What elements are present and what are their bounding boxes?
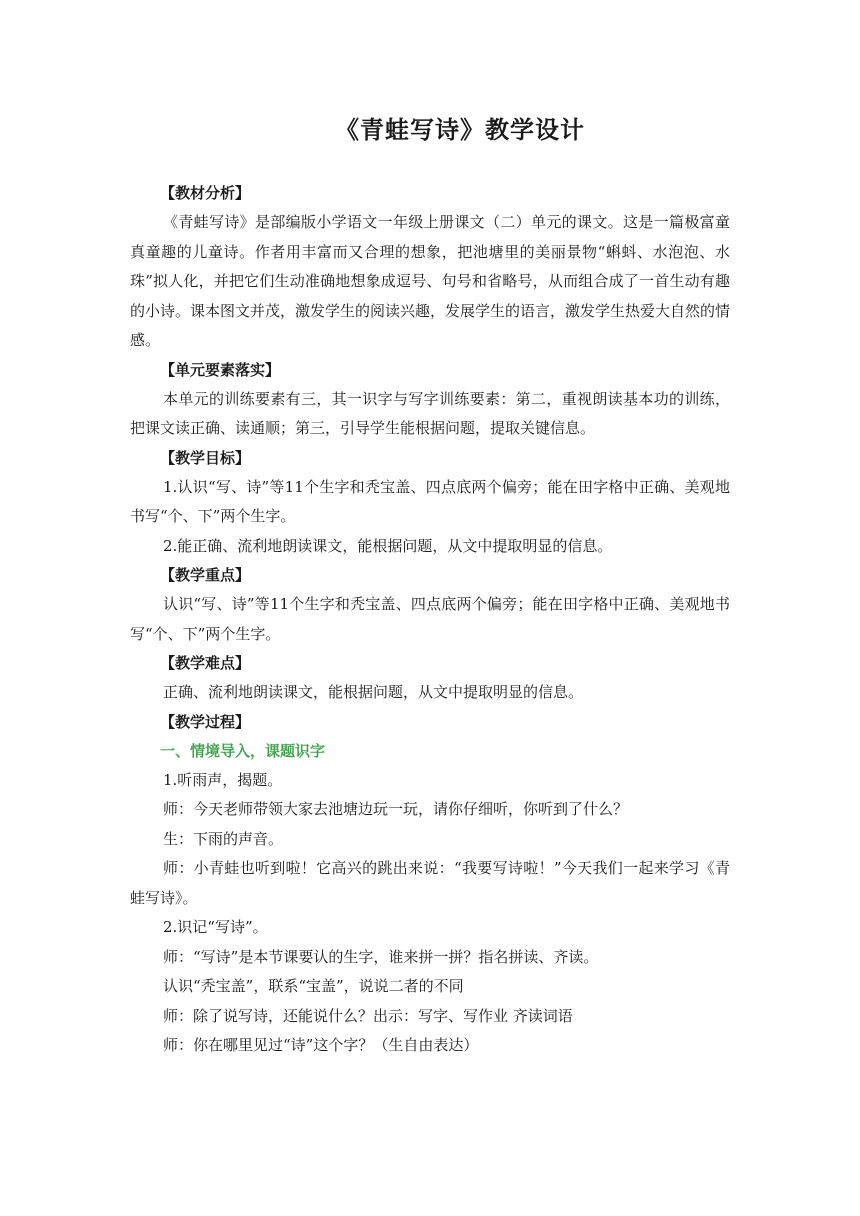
section-heading-key-points: 【教学重点】 <box>160 566 251 584</box>
document-page <box>130 110 730 1061</box>
paragraph: 1.听雨声，揭题。 <box>163 770 283 789</box>
section-heading-analysis: 【教材分析】 <box>160 184 251 202</box>
paragraph: 认识“秃宝盖”，联系“宝盖”，说说二者的不同 <box>163 977 464 995</box>
section-heading-objectives: 【教学目标】 <box>160 448 251 467</box>
section-heading-difficulties: 【教学难点】 <box>160 654 251 672</box>
paragraph: 认识“写、诗”等11个生字和秃宝盖、四点底两个偏旁；能在田字格中正确、美观地书写“个、下”两个生字。 <box>130 595 730 643</box>
subsection-heading: 一、情境导入，课题识字 <box>160 741 326 760</box>
paragraph: 师：小青蛙也听到啦！它高兴的跳出来说：“我要写诗啦！”今天我们一起来学习《青蛙写诗》。 <box>130 859 730 907</box>
paragraph: 师：你在哪里见过“诗”这个字？（生自由表达） <box>163 1036 479 1054</box>
paragraph: 生：下雨的声音。 <box>163 829 284 848</box>
section-heading-process: 【教学过程】 <box>160 712 251 731</box>
paragraph: 本单元的训练要素有三，其一识字与写字训练要素：第二，重视朗读基本功的训练，把课文读正确、读通顺；第三，引导学生能根据问题，提取关键信息。 <box>130 389 730 437</box>
doc-title: 《青蛙写诗》教学设计 <box>335 116 585 144</box>
paragraph: 2.识记“写诗”。 <box>163 918 268 936</box>
paragraph: 《青蛙写诗》是部编版小学语文一年级上册课文（二）单元的课文。这是一篇极富童真童趣的儿童诗。作者用丰富而又合理的想象，把池塘里的美丽景物“蝌蚪、水泡泡、水珠”拟人化，并把它们生动准确地想象成逗号、句号和省略号，从而组合成了一首生动有趣的小诗。课本图文并茂，激发学生的阅读兴趣，发展学生的语言，激发学生热爱大自然的情感。 <box>130 213 731 349</box>
paragraph: 师：“写诗”是本节课要认的生字，谁来拼一拼？指名拼读、齐读。 <box>163 947 599 966</box>
section-heading-unit-elements: 【单元要素落实】 <box>160 360 281 379</box>
paragraph: 正确、流利地朗读课文，能根据问题，从文中提取明显的信息。 <box>163 683 584 701</box>
paragraph: 2.能正确、流利地朗读课文，能根据问题，从文中提取明显的信息。 <box>163 536 613 555</box>
paragraph: 1.认识“写、诗”等11个生字和秃宝盖、四点底两个偏旁；能在田字格中正确、美观地书写“个、下”两个生字。 <box>130 477 730 525</box>
paragraph: 师：除了说写诗，还能说什么？出示：写字、写作业 齐读词语 <box>163 1006 573 1025</box>
paragraph: 师：今天老师带领大家去池塘边玩一玩，请你仔细听，你听到了什么？ <box>163 800 629 818</box>
